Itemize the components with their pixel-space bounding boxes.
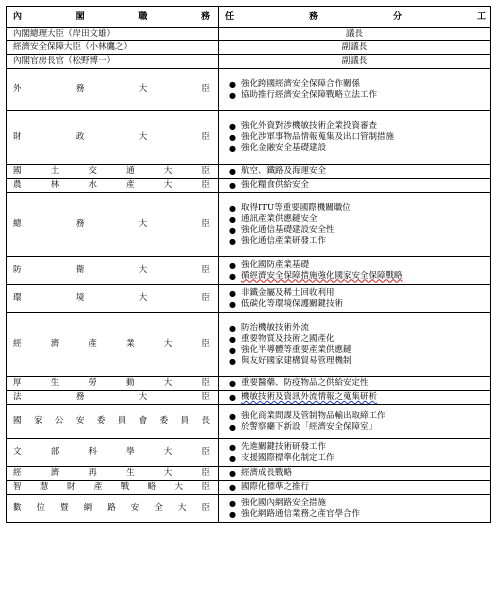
task-item xyxy=(229,468,490,479)
task-item xyxy=(229,323,490,334)
bullet-icon: ● xyxy=(229,225,236,235)
task-item xyxy=(229,345,490,356)
task-text: 強化跨國經濟安全保障合作關係 xyxy=(241,78,361,89)
task-cell: 副議長 xyxy=(219,41,491,55)
task-text: 協助推行經濟安全保障戰略立法工作 xyxy=(241,89,378,100)
bullet-icon: ● xyxy=(229,453,236,463)
task-item xyxy=(229,411,490,422)
cabinet-position-cell: 外務大臣 xyxy=(7,69,219,111)
task-cell xyxy=(219,391,491,405)
task-cell xyxy=(219,165,491,179)
cabinet-position-cell: 法務大臣 xyxy=(7,391,219,405)
table-row xyxy=(7,439,491,467)
task-text: 強化通信基礎建設安全性 xyxy=(241,224,335,235)
table-row xyxy=(7,285,491,313)
cabinet-position-cell: 內閣官房長官（松野博一） xyxy=(7,55,219,69)
task-cell xyxy=(219,467,491,481)
task-cell xyxy=(219,495,491,523)
task-text: 強化外資對涉機敏技術企業投資審查 xyxy=(241,121,378,131)
task-list xyxy=(219,287,490,311)
task-item xyxy=(229,288,490,299)
task-text: 重要醫藥、防疫物品之供給安定性 xyxy=(241,378,369,388)
task-cell xyxy=(219,193,491,257)
bullet-icon: ● xyxy=(229,442,236,452)
task-cell xyxy=(219,377,491,391)
task-item xyxy=(229,166,490,177)
task-list xyxy=(219,202,490,248)
task-item xyxy=(229,334,490,345)
cabinet-position-cell: 財政大臣 xyxy=(7,111,219,165)
task-item xyxy=(229,442,490,453)
task-text: 強化國內網路安全措施 xyxy=(241,497,327,508)
bullet-icon: ● xyxy=(229,236,236,246)
bullet-icon: ● xyxy=(229,498,236,508)
task-item xyxy=(229,203,490,214)
bullet-icon: ● xyxy=(229,323,236,333)
table-row xyxy=(7,55,491,69)
bullet-icon: ● xyxy=(229,469,236,478)
bullet-icon: ● xyxy=(229,203,236,213)
bullet-icon: ● xyxy=(229,144,236,153)
task-list xyxy=(219,410,490,434)
bullet-icon: ● xyxy=(229,483,236,492)
task-cell xyxy=(219,439,491,467)
task-list xyxy=(219,322,490,368)
task-list xyxy=(219,441,490,465)
task-list xyxy=(219,120,490,155)
bullet-icon: ● xyxy=(229,509,236,519)
task-text: 強化通信產業研發工作 xyxy=(241,235,327,246)
task-cell xyxy=(219,257,491,285)
bullet-icon: ● xyxy=(229,79,236,89)
task-list xyxy=(219,391,490,404)
task-text: 強化涉軍事物品情報蒐集及出口管制措施 xyxy=(241,132,395,142)
task-cell xyxy=(219,179,491,193)
cabinet-position-cell: 環境大臣 xyxy=(7,285,219,313)
task-item xyxy=(229,378,490,389)
bullet-icon: ● xyxy=(229,122,236,131)
task-text: 強化網路通信業務之產官學合作 xyxy=(241,508,361,519)
task-item xyxy=(229,121,490,132)
task-text: 防治機敏技術外流 xyxy=(241,322,310,333)
table-row xyxy=(7,179,491,193)
cabinet-position-cell: 厚生勞動大臣 xyxy=(7,377,219,391)
bullet-icon: ● xyxy=(229,133,236,142)
bullet-icon: ● xyxy=(229,345,236,355)
task-list xyxy=(219,467,490,480)
task-item xyxy=(229,299,490,310)
cabinet-position-cell: 經濟再生大臣 xyxy=(7,467,219,481)
cabinet-position-cell: 農林水產大臣 xyxy=(7,179,219,193)
task-list xyxy=(219,497,490,521)
table-row xyxy=(7,377,491,391)
task-text: 強化國防產業基礎 xyxy=(241,259,310,270)
task-item xyxy=(229,132,490,143)
task-item xyxy=(229,180,490,191)
cabinet-position-cell: 文部科學大臣 xyxy=(7,439,219,467)
bullet-icon: ● xyxy=(229,167,236,176)
task-text: 循經濟安全保障措施強化國家安全保障戰略 xyxy=(241,270,403,281)
task-item xyxy=(229,498,490,509)
bullet-icon: ● xyxy=(229,334,236,344)
table-row xyxy=(7,391,491,405)
table-row xyxy=(7,165,491,179)
task-text: 國際化標準之推行 xyxy=(241,482,310,492)
bullet-icon: ● xyxy=(229,379,236,388)
table-row xyxy=(7,495,491,523)
task-item xyxy=(229,79,490,90)
bullet-icon: ● xyxy=(229,422,236,432)
task-text: 強化半導體等重要產業供應鏈 xyxy=(241,344,352,355)
cabinet-position-cell: 經濟安全保障大臣（小林鷹之） xyxy=(7,41,219,55)
bullet-icon: ● xyxy=(229,214,236,224)
task-text: 取得ITU等重要國際機關職位 xyxy=(241,202,351,213)
bullet-icon: ● xyxy=(229,271,236,281)
task-item xyxy=(229,225,490,236)
bullet-icon: ● xyxy=(229,299,236,309)
bullet-icon: ● xyxy=(229,90,236,100)
cabinet-position-cell: 總務大臣 xyxy=(7,193,219,257)
task-item xyxy=(229,214,490,225)
table-row xyxy=(7,313,491,377)
task-cell xyxy=(219,111,491,165)
task-text: 於警察廳下新設「經濟安全保障室」 xyxy=(241,421,378,432)
task-text: 非鐵金屬及稀土回收利用 xyxy=(241,287,335,298)
task-text: 重要物質及技術之國產化 xyxy=(241,333,335,344)
task-text: 先進關鍵技術研發工作 xyxy=(241,441,327,452)
task-list xyxy=(219,377,490,390)
task-text: 航空、鐵路及海運安全 xyxy=(241,166,327,176)
table-row xyxy=(7,41,491,55)
task-text: 支援國際標準化制定工作 xyxy=(241,452,335,463)
table-row xyxy=(7,28,491,41)
task-text: 強化糧食供給安全 xyxy=(241,180,310,190)
task-item xyxy=(229,271,490,282)
header-cabinet-position: 內閣職務 xyxy=(7,7,219,28)
cabinet-position-cell: 智慧財產戰略大臣 xyxy=(7,481,219,495)
bullet-icon: ● xyxy=(229,260,236,270)
task-text: 經濟成長戰略 xyxy=(241,468,293,478)
task-item xyxy=(229,392,490,403)
cabinet-position-cell: 防衛大臣 xyxy=(7,257,219,285)
table-header-row xyxy=(7,7,491,28)
cabinet-position-cell: 數位暨網路安全大臣 xyxy=(7,495,219,523)
task-cell xyxy=(219,285,491,313)
task-text: 強化商業間諜及管制物品輸出取締工作 xyxy=(241,410,386,421)
task-text: 與友好國家建構貿易管理機制 xyxy=(241,355,352,366)
bullet-icon: ● xyxy=(229,356,236,366)
table-row xyxy=(7,111,491,165)
table-body xyxy=(7,28,491,523)
task-text: 機敏技術及資訊外流情報之蒐集研析 xyxy=(241,392,378,402)
task-list xyxy=(219,78,490,102)
bullet-icon: ● xyxy=(229,393,236,402)
task-division-table xyxy=(6,6,491,523)
task-list xyxy=(219,179,490,192)
task-text: 低碳化等環境保護關鍵技術 xyxy=(241,298,344,309)
task-list xyxy=(219,259,490,283)
task-item xyxy=(229,356,490,367)
task-item xyxy=(229,453,490,464)
task-list xyxy=(219,481,490,494)
task-item xyxy=(229,90,490,101)
task-item xyxy=(229,143,490,154)
bullet-icon: ● xyxy=(229,288,236,298)
cabinet-position-cell: 經濟產業大臣 xyxy=(7,313,219,377)
table-row xyxy=(7,69,491,111)
task-cell xyxy=(219,313,491,377)
table-row xyxy=(7,481,491,495)
header-task-division: 任務分工 xyxy=(219,7,491,28)
cabinet-position-cell: 內閣總理大臣（岸田文雄） xyxy=(7,28,219,41)
task-cell xyxy=(219,405,491,439)
task-cell: 副議長 xyxy=(219,55,491,69)
task-item xyxy=(229,509,490,520)
task-text: 通訊產業供應鏈安全 xyxy=(241,213,318,224)
task-text: 強化金融安全基礎建設 xyxy=(241,143,327,153)
cabinet-position-cell: 國土交通大臣 xyxy=(7,165,219,179)
table-row xyxy=(7,405,491,439)
task-cell: 議長 xyxy=(219,28,491,41)
table-row xyxy=(7,467,491,481)
cabinet-position-cell: 國家公安委員會委員長 xyxy=(7,405,219,439)
bullet-icon: ● xyxy=(229,411,236,421)
task-cell xyxy=(219,69,491,111)
table-row xyxy=(7,193,491,257)
task-list xyxy=(219,165,490,178)
table-row xyxy=(7,257,491,285)
bullet-icon: ● xyxy=(229,181,236,190)
task-item xyxy=(229,422,490,433)
task-item xyxy=(229,260,490,271)
task-item xyxy=(229,236,490,247)
task-cell xyxy=(219,481,491,495)
task-item xyxy=(229,482,490,493)
